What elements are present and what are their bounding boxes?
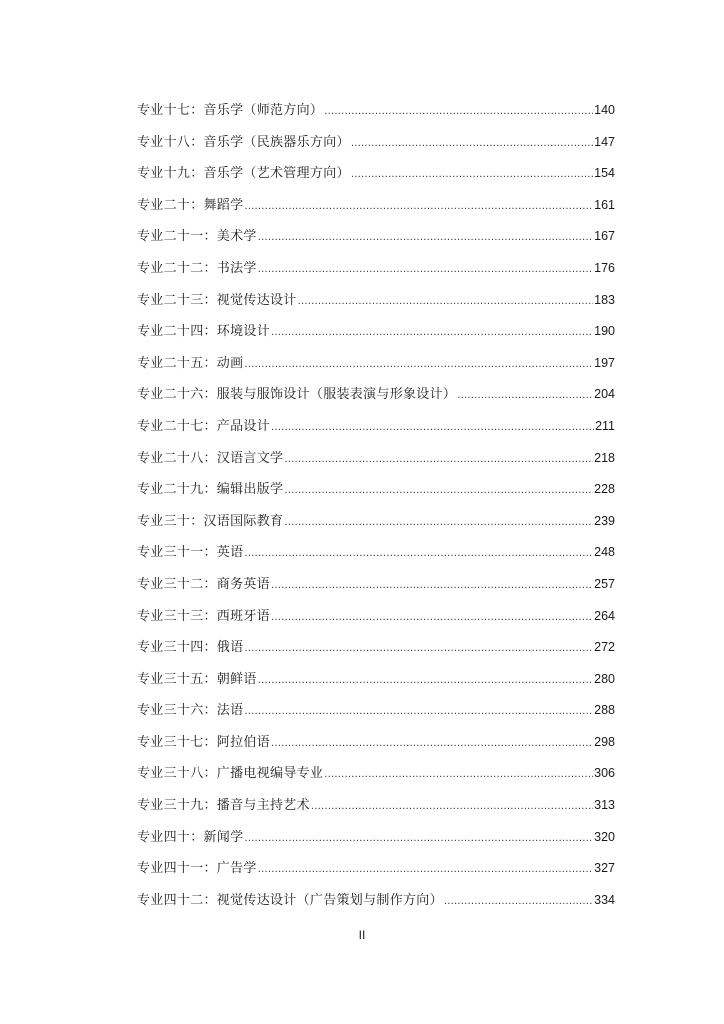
toc-dot-leader xyxy=(244,633,593,665)
toc-entry[interactable] xyxy=(137,853,615,885)
toc-entry-title: 专业二十四：环境设计 xyxy=(137,324,271,340)
toc-entry-page-number: 264 xyxy=(594,608,615,623)
toc-dot-leader xyxy=(258,222,593,254)
toc-dot-leader xyxy=(244,349,593,381)
toc-entry-page-number: 140 xyxy=(594,103,615,117)
toc-entry[interactable] xyxy=(137,537,615,569)
toc-entry-title: 专业二十八：汉语言文学 xyxy=(137,450,284,466)
toc-entry-page-number: 154 xyxy=(594,166,615,181)
toc-entry-page-number: 197 xyxy=(594,355,615,370)
toc-dot-leader xyxy=(271,317,593,349)
toc-dot-leader xyxy=(311,791,593,823)
toc-entry-title: 专业十八：音乐学（民族器乐方向） xyxy=(137,134,350,150)
toc-entry-title: 专业三十八：广播电视编导专业 xyxy=(137,766,324,782)
toc-dot-leader xyxy=(258,665,593,697)
toc-entry-title: 专业二十一：美术学 xyxy=(137,229,257,245)
toc-entry-title: 专业三十二：商务英语 xyxy=(137,576,271,592)
toc-entry-title: 专业二十五：动画 xyxy=(137,355,244,371)
toc-dot-leader xyxy=(351,159,593,191)
toc-dot-leader xyxy=(298,286,594,318)
toc-entry-page-number: 228 xyxy=(594,482,615,497)
toc-entry-title: 专业二十三：视觉传达设计 xyxy=(137,292,297,308)
toc-entry-page-number: 211 xyxy=(595,418,615,433)
toc-entry[interactable] xyxy=(137,474,615,506)
toc-entry-page-number: 239 xyxy=(594,513,615,528)
toc-entry-page-number: 147 xyxy=(594,134,615,149)
toc-entry[interactable] xyxy=(137,127,615,159)
toc-entry[interactable] xyxy=(137,727,615,759)
toc-entry-page-number: 204 xyxy=(594,387,615,402)
toc-dot-leader xyxy=(271,570,593,602)
toc-entry-page-number: 176 xyxy=(594,260,615,275)
toc-dot-leader xyxy=(284,475,593,507)
toc-entry[interactable] xyxy=(137,758,615,790)
toc-entry[interactable] xyxy=(137,695,615,727)
toc-entry-page-number: 280 xyxy=(594,671,615,686)
toc-entry-title: 专业二十九：编辑出版学 xyxy=(137,482,284,498)
toc-entry-page-number: 327 xyxy=(594,861,615,876)
toc-entry[interactable] xyxy=(137,632,615,664)
toc-dot-leader xyxy=(457,380,593,412)
toc-entry[interactable] xyxy=(137,601,615,633)
toc-entry-title: 专业三十三：西班牙语 xyxy=(137,608,271,624)
toc-dot-leader xyxy=(244,191,593,223)
toc-entry-page-number: 313 xyxy=(594,798,615,813)
toc-entry-title: 专业十九：音乐学（艺术管理方向） xyxy=(137,166,350,182)
toc-entry-title: 专业二十：舞蹈学 xyxy=(137,197,244,213)
toc-entry-page-number: 183 xyxy=(594,292,615,307)
toc-entry-page-number: 257 xyxy=(594,576,615,591)
toc-entry-title: 专业三十六：法语 xyxy=(137,703,244,719)
toc-entry-title: 专业三十：汉语国际教育 xyxy=(137,513,284,529)
toc-entry[interactable] xyxy=(137,221,615,253)
toc-dot-leader xyxy=(244,823,593,855)
toc-entry-page-number: 218 xyxy=(594,450,615,465)
toc-entry-page-number: 167 xyxy=(594,229,615,244)
toc-entry-title: 专业四十二：视觉传达设计（广告策划与制作方向） xyxy=(137,892,443,908)
toc-dot-leader xyxy=(324,759,593,791)
toc-entry[interactable] xyxy=(137,316,615,348)
toc-entry[interactable] xyxy=(137,411,615,443)
toc-entry-title: 专业三十四：俄语 xyxy=(137,640,244,656)
toc-entry-title: 专业四十一：广告学 xyxy=(137,861,257,877)
toc-entry-page-number: 320 xyxy=(594,829,615,844)
toc-dot-leader xyxy=(271,412,594,444)
toc-dot-leader xyxy=(284,507,593,539)
toc-entry[interactable] xyxy=(137,506,615,538)
toc-entry-title: 专业二十七：产品设计 xyxy=(137,418,271,434)
toc-entry[interactable] xyxy=(137,885,615,917)
toc-entry-page-number: 161 xyxy=(594,197,615,212)
toc-dot-leader xyxy=(244,538,593,570)
toc-entry-page-number: 272 xyxy=(594,640,615,655)
toc-entry[interactable] xyxy=(137,158,615,190)
toc-entry-page-number: 306 xyxy=(594,766,615,781)
toc-entry[interactable] xyxy=(137,95,615,127)
toc-entry-page-number: 190 xyxy=(594,324,615,339)
toc-entry-title: 专业二十二：书法学 xyxy=(137,260,257,276)
toc-entry-title: 专业三十一：英语 xyxy=(137,545,244,561)
toc-entry[interactable] xyxy=(137,822,615,854)
toc-dot-leader xyxy=(284,444,593,476)
toc-entry-page-number: 248 xyxy=(594,545,615,560)
toc-entry-title: 专业三十五：朝鲜语 xyxy=(137,671,257,687)
toc-entry[interactable] xyxy=(137,379,615,411)
toc-entry-page-number: 288 xyxy=(594,703,615,718)
toc-entry-page-number: 334 xyxy=(594,892,615,907)
toc-entry-title: 专业三十九：播音与主持艺术 xyxy=(137,798,310,814)
toc-entry[interactable] xyxy=(137,443,615,475)
toc-dot-leader xyxy=(244,696,593,728)
toc-entry[interactable] xyxy=(137,190,615,222)
toc-entry[interactable] xyxy=(137,790,615,822)
toc-entry[interactable] xyxy=(137,569,615,601)
toc-dot-leader xyxy=(258,854,593,886)
toc-entry-page-number: 298 xyxy=(594,734,615,749)
toc-entry[interactable] xyxy=(137,348,615,380)
toc-dot-leader xyxy=(271,602,593,634)
toc-dot-leader xyxy=(271,728,593,760)
toc-entry-title: 专业二十六：服装与服饰设计（服装表演与形象设计） xyxy=(137,387,457,403)
toc-entry-title: 专业十七：音乐学（师范方向） xyxy=(137,103,324,118)
toc-entry-title: 专业四十：新闻学 xyxy=(137,829,244,845)
toc-dot-leader xyxy=(258,254,593,286)
table-of-contents xyxy=(137,95,615,916)
toc-entry[interactable] xyxy=(137,664,615,696)
page-number: II xyxy=(358,928,366,942)
toc-entry[interactable] xyxy=(137,253,615,285)
toc-dot-leader xyxy=(324,96,593,128)
toc-entry-title: 专业三十七：阿拉伯语 xyxy=(137,734,271,750)
toc-dot-leader xyxy=(444,886,593,918)
toc-entry[interactable] xyxy=(137,285,615,317)
toc-dot-leader xyxy=(351,128,593,160)
